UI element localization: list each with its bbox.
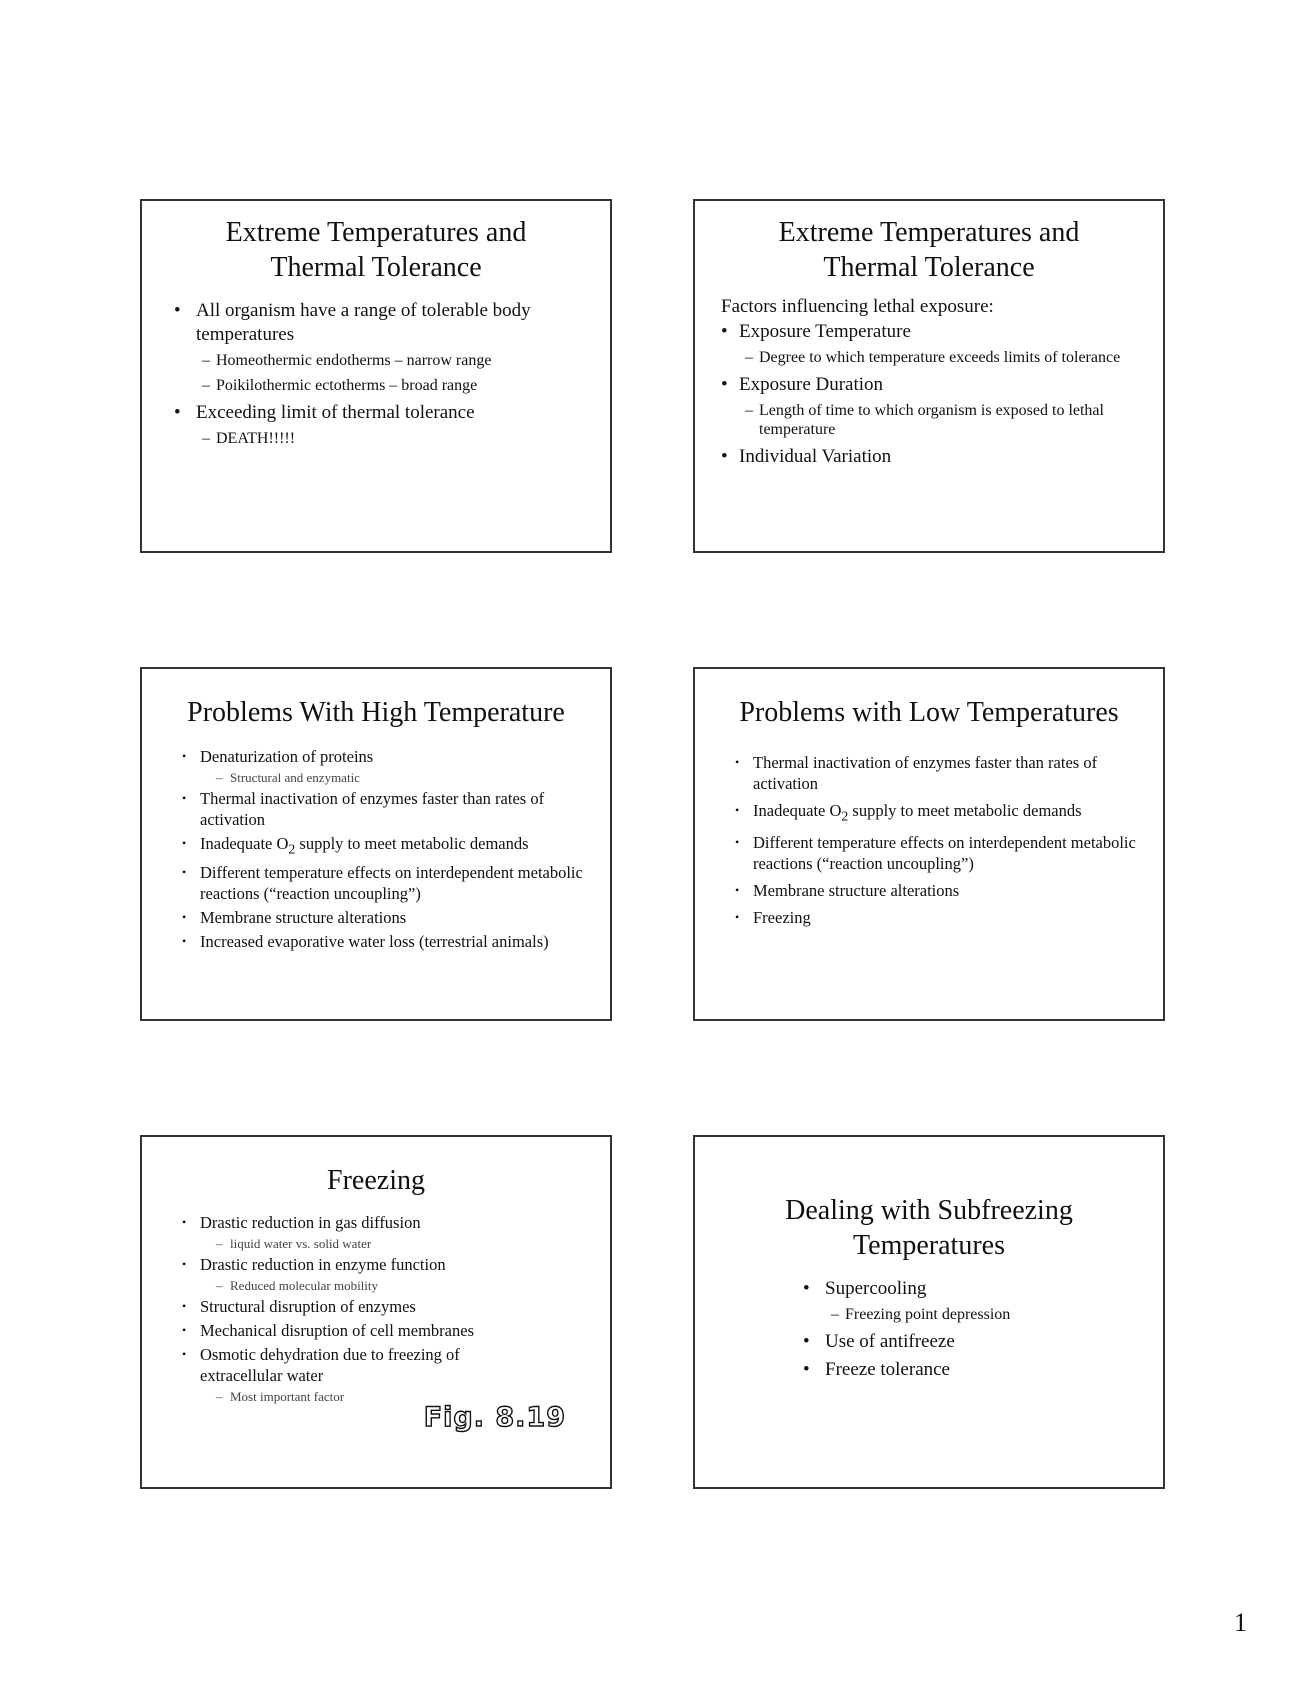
bullet-item: • Different temperature effects on interdependent metabolic reactions (“reaction uncoupling”) (160, 862, 592, 904)
sub-bullet-item: – Homeothermic endotherms – narrow range (160, 351, 592, 370)
sub-bullet-item: – Length of time to which organism is exposed to lethal temperature (713, 401, 1145, 439)
bullet-item: • Freezing (713, 907, 1145, 928)
bullet-item: • Membrane structure alterations (160, 907, 592, 928)
figure-reference-label: Fig. 8.19 (423, 1402, 566, 1433)
slide-title: Extreme Temperatures and Thermal Tolerance (778, 217, 1080, 283)
bullet-item: • Drastic reduction in gas diffusion (160, 1212, 592, 1233)
slide-title: Freezing (327, 1165, 425, 1196)
slide-title: Problems With High Temperature (187, 697, 565, 728)
bullet-item: • Osmotic dehydration due to freezing of extracellular water (160, 1344, 500, 1386)
bullet-list (789, 1277, 1145, 1382)
bullet-list (160, 746, 592, 952)
bullet-item: • Supercooling (789, 1277, 1145, 1301)
sub-bullet-item: – Poikilothermic ectotherms – broad range (160, 376, 592, 395)
sub-bullet-item: – DEATH!!!!! (160, 429, 592, 448)
bullet-item: • Use of antifreeze (789, 1330, 1145, 1354)
bullet-item: • Freeze tolerance (789, 1358, 1145, 1382)
bullet-item: • Exceeding limit of thermal tolerance (160, 401, 592, 425)
bullet-item: • Membrane structure alterations (713, 880, 1145, 901)
bullet-item: • Exposure Duration (713, 373, 1145, 397)
bullet-list (160, 299, 592, 448)
sub-bullet-item: – liquid water vs. solid water (160, 1236, 592, 1252)
page-number: 1 (1234, 1608, 1247, 1637)
bullet-item: • Denaturization of proteins (160, 746, 592, 767)
slide-title: Dealing with Subfreezing Temperatures (785, 1195, 1073, 1261)
bullet-item: • Exposure Temperature (713, 320, 1145, 344)
bullet-item: • Thermal inactivation of enzymes faster than rates of activation (160, 788, 592, 830)
bullet-item: • Drastic reduction in enzyme function (160, 1254, 592, 1275)
bullet-item: • Individual Variation (713, 445, 1145, 469)
bullet-item: • Inadequate $O_2$ supply to meet metabolic demands (713, 800, 1145, 826)
slide-intro: Factors influencing lethal exposure: (721, 296, 994, 317)
subscript-2: 2 (841, 808, 849, 824)
bullet-item: • All organism have a range of tolerable body temperatures (160, 299, 592, 347)
bullet-item: • Mechanical disruption of cell membranes (160, 1320, 592, 1341)
sub-bullet-item: – Degree to which temperature exceeds limits of tolerance (713, 348, 1145, 367)
subscript-2: 2 (288, 841, 296, 857)
slide-1 (140, 199, 612, 553)
slide-5 (140, 1135, 612, 1489)
bullet-item: • Different temperature effects on interdependent metabolic reactions (“reaction uncoupling”) (713, 832, 1145, 874)
bullet-item: • Inadequate $O_2$ supply to meet metabolic demands (160, 833, 592, 859)
slide-2 (693, 199, 1165, 553)
bullet-list (713, 752, 1145, 928)
sub-bullet-item: – Freezing point depression (789, 1305, 1145, 1324)
bullet-list (713, 320, 1145, 469)
bullet-list (160, 1212, 592, 1405)
slide-title: Problems with Low Temperatures (739, 697, 1119, 728)
bullet-item: • Increased evaporative water loss (terrestrial animals) (160, 931, 592, 952)
sub-bullet-item: – Structural and enzymatic (160, 770, 592, 786)
slide-4 (693, 667, 1165, 1021)
slide-3 (140, 667, 612, 1021)
bullet-item: • Thermal inactivation of enzymes faster than rates of activation (713, 752, 1145, 794)
sub-bullet-item: – Reduced molecular mobility (160, 1278, 592, 1294)
slide-6 (693, 1135, 1165, 1489)
sub-bullet-item: – Most important factor (160, 1389, 592, 1405)
slide-title: Extreme Temperatures and Thermal Tolerance (225, 217, 527, 283)
bullet-item: • Structural disruption of enzymes (160, 1296, 592, 1317)
